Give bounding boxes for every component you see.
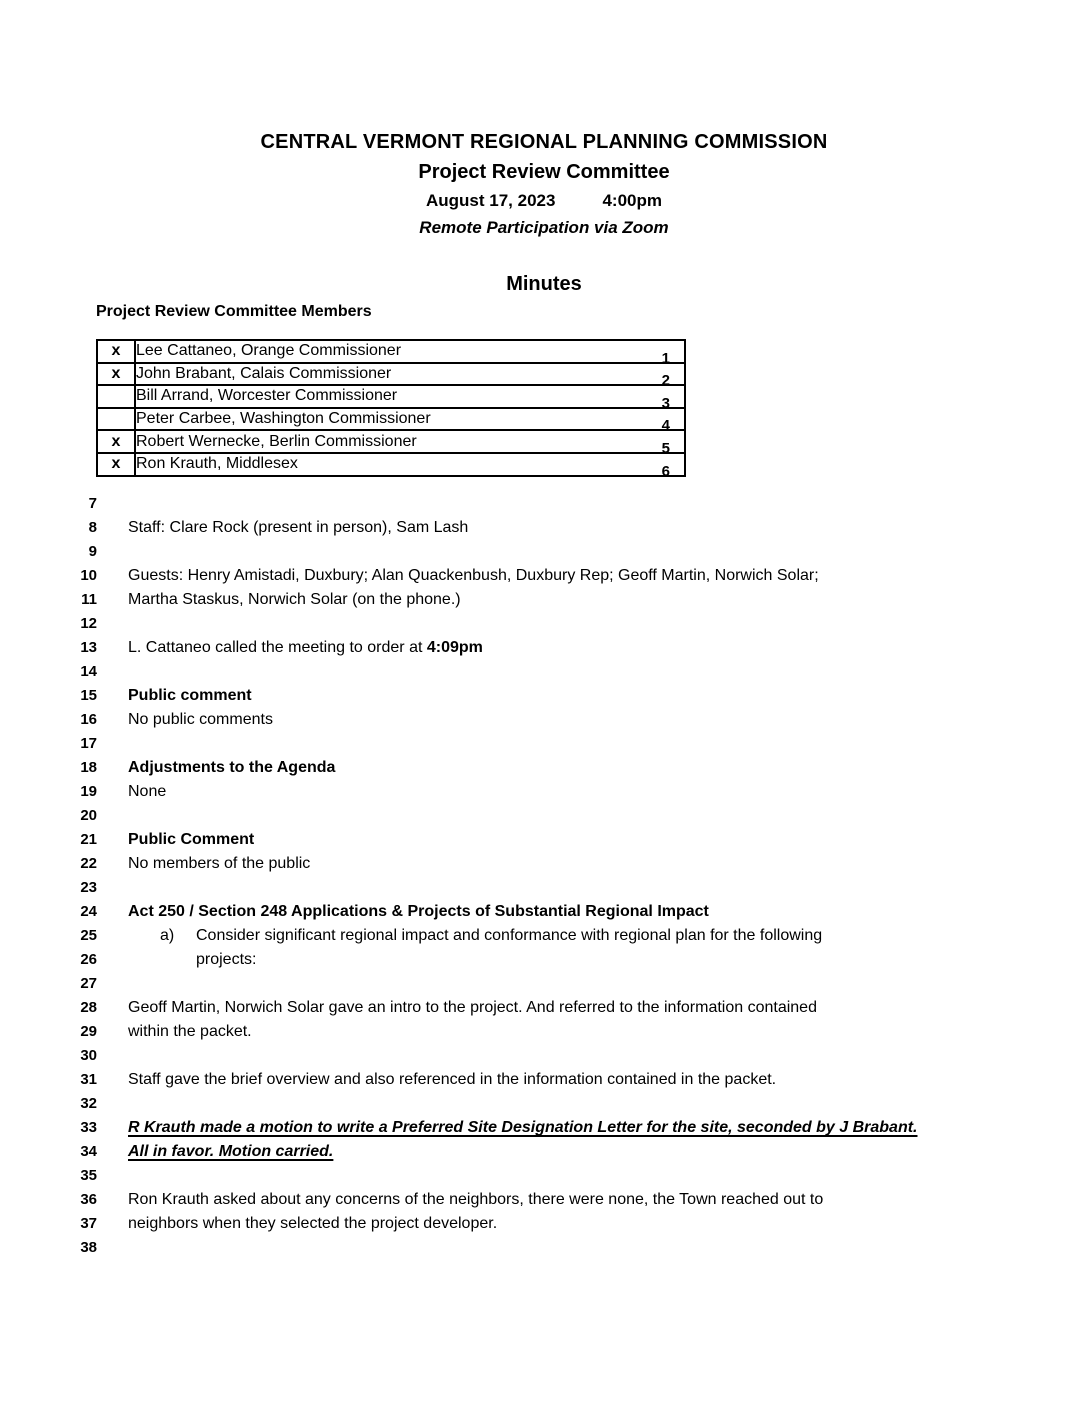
line-text: Geoff Martin, Norwich Solar gave an intro to the project. And referred to the information contained	[128, 999, 817, 1016]
member-row	[97, 430, 685, 453]
line-number: 21	[80, 831, 97, 848]
members-heading: Project Review Committee Members	[96, 303, 372, 320]
members-table-body	[97, 340, 685, 480]
minutes-line	[0, 1020, 1000, 1044]
meeting-date: August 17, 2023	[426, 191, 556, 210]
member-row	[97, 340, 685, 363]
line-number: 12	[80, 615, 97, 632]
member-present-mark: x	[97, 430, 135, 453]
line-text: All in favor. Motion carried.	[128, 1143, 334, 1160]
line-text: Act 250 / Section 248 Applications & Projects of Substantial Regional Impact	[128, 903, 709, 920]
members-table	[96, 339, 686, 480]
line-text	[128, 876, 968, 900]
minutes-line	[0, 684, 1000, 708]
member-row	[97, 363, 685, 386]
line-number: 7	[88, 495, 97, 512]
document-subtitle: Project Review Committee	[418, 161, 670, 183]
line-number: 30	[80, 1047, 97, 1064]
minutes-line	[0, 876, 1000, 900]
line-text: No members of the public	[128, 855, 311, 872]
line-text: Public Comment	[128, 831, 255, 848]
minutes-line	[0, 636, 1000, 660]
line-text	[128, 612, 968, 636]
minutes-line	[0, 852, 1000, 876]
line-number: 9	[88, 543, 97, 560]
line-number: 28	[80, 999, 97, 1016]
line-number: 24	[80, 903, 97, 920]
line-number: 5	[661, 439, 670, 457]
member-present-mark	[97, 408, 135, 431]
line-text: Ron Krauth asked about any concerns of the neighbors, there were none, the Town reached out to	[128, 1191, 824, 1208]
line-number: 38	[80, 1239, 97, 1256]
line-text: Public comment	[128, 687, 252, 704]
member-name: Lee Cattaneo, Orange Commissioner	[136, 342, 402, 360]
line-text	[128, 804, 968, 828]
member-present-mark: x	[97, 363, 135, 386]
line-text: neighbors when they selected the project developer.	[128, 1215, 498, 1232]
line-number: 37	[80, 1215, 97, 1232]
minutes-line	[0, 492, 1000, 516]
line-text: Adjustments to the Agenda	[128, 759, 336, 776]
line-text: Staff: Clare Rock (present in person), Sam Lash	[128, 519, 469, 536]
minutes-line	[0, 1236, 1000, 1260]
line-text	[128, 732, 968, 756]
line-number: 15	[80, 687, 97, 704]
line-text	[128, 636, 968, 660]
line-number: 22	[80, 855, 97, 872]
minutes-line	[0, 924, 1000, 948]
line-text	[128, 972, 968, 996]
member-name: Peter Carbee, Washington Commissioner	[136, 410, 431, 428]
minutes-line	[0, 732, 1000, 756]
minutes-line	[0, 804, 1000, 828]
line-number: 1	[661, 349, 670, 367]
line-text: No public comments	[128, 711, 273, 728]
minutes-line	[0, 828, 1000, 852]
line-number: 20	[80, 807, 97, 824]
line-text	[128, 1164, 968, 1188]
member-name: Ron Krauth, Middlesex	[136, 455, 298, 473]
line-number: 4	[661, 417, 670, 435]
line-text	[128, 660, 968, 684]
line-number: 31	[80, 1071, 97, 1088]
member-name: Robert Wernecke, Berlin Commissioner	[136, 432, 417, 450]
document-title: CENTRAL VERMONT REGIONAL PLANNING COMMISSION	[260, 131, 828, 153]
line-number: 27	[80, 975, 97, 992]
member-row	[97, 453, 685, 476]
line-number: 2	[661, 372, 670, 390]
line-text	[128, 1044, 968, 1068]
member-name: John Brabant, Calais Commissioner	[136, 364, 392, 382]
minutes-line	[0, 996, 1000, 1020]
line-text	[128, 540, 968, 564]
minutes-line	[0, 516, 1000, 540]
minutes-line	[0, 780, 1000, 804]
line-number: 17	[80, 735, 97, 752]
line-number: 16	[80, 711, 97, 728]
line-text: R Krauth made a motion to write a Preferred Site Designation Letter for the site, seconded by J Brabant.	[128, 1119, 918, 1136]
minutes-line	[0, 708, 1000, 732]
line-text: Guests: Henry Amistadi, Duxbury; Alan Quackenbush, Duxbury Rep; Geoff Martin, Norwich Solar;	[128, 567, 819, 584]
text-run: L. Cattaneo called the meeting to order at	[128, 639, 427, 656]
line-number: 34	[80, 1143, 97, 1160]
line-text: a) Consider significant regional impact and conformance with regional plan for the following	[128, 924, 968, 948]
line-text: projects:	[196, 951, 257, 968]
line-number: 19	[80, 783, 97, 800]
meeting-dateline	[0, 191, 1088, 211]
line-number: 10	[80, 567, 97, 584]
line-text	[128, 492, 968, 516]
minutes-line	[0, 612, 1000, 636]
line-number: 14	[80, 663, 97, 680]
line-number: 32	[80, 1095, 97, 1112]
line-number: 18	[80, 759, 97, 776]
line-number: 13	[80, 639, 97, 656]
line-number: 6	[661, 462, 670, 480]
member-name: Bill Arrand, Worcester Commissioner	[136, 387, 398, 405]
minutes-line	[0, 1164, 1000, 1188]
minutes-line	[0, 1092, 1000, 1116]
line-number: 3	[661, 394, 670, 412]
minutes-line	[0, 948, 1000, 972]
line-number: 33	[80, 1119, 97, 1136]
minutes-line	[0, 540, 1000, 564]
line-text: within the packet.	[128, 1023, 252, 1040]
minutes-line	[0, 1116, 1000, 1140]
line-number: 8	[88, 519, 97, 536]
minutes-heading: Minutes	[506, 273, 582, 295]
line-number: 35	[80, 1167, 97, 1184]
minutes-line	[0, 972, 1000, 996]
line-text: Martha Staskus, Norwich Solar (on the phone.)	[128, 591, 461, 608]
member-present-mark: x	[97, 453, 135, 476]
line-number: 23	[80, 879, 97, 896]
participation-note: Remote Participation via Zoom	[419, 218, 669, 237]
member-present-mark: x	[97, 340, 135, 363]
minutes-body	[0, 492, 1000, 1260]
member-row	[97, 385, 685, 408]
minutes-line	[0, 1068, 1000, 1092]
member-row	[97, 408, 685, 431]
minutes-line	[0, 564, 1000, 588]
meeting-time: 4:00pm	[602, 191, 662, 210]
line-number: 25	[80, 927, 97, 944]
minutes-line	[0, 900, 1000, 924]
member-present-mark	[97, 385, 135, 408]
line-number: 11	[81, 591, 97, 608]
line-text	[128, 1236, 968, 1260]
list-marker: a)	[160, 927, 175, 944]
line-text: Staff gave the brief overview and also referenced in the information contained in the packet.	[128, 1071, 777, 1088]
line-number: 26	[80, 951, 97, 968]
line-number: 36	[80, 1191, 97, 1208]
minutes-line	[0, 1140, 1000, 1164]
minutes-line	[0, 1044, 1000, 1068]
line-text: None	[128, 783, 167, 800]
minutes-line	[0, 756, 1000, 780]
text-run: 4:09pm	[426, 639, 483, 656]
minutes-line	[0, 588, 1000, 612]
line-number: 29	[80, 1023, 97, 1040]
minutes-line	[0, 660, 1000, 684]
minutes-line	[0, 1212, 1000, 1236]
minutes-line	[0, 1188, 1000, 1212]
line-text	[128, 1092, 968, 1116]
